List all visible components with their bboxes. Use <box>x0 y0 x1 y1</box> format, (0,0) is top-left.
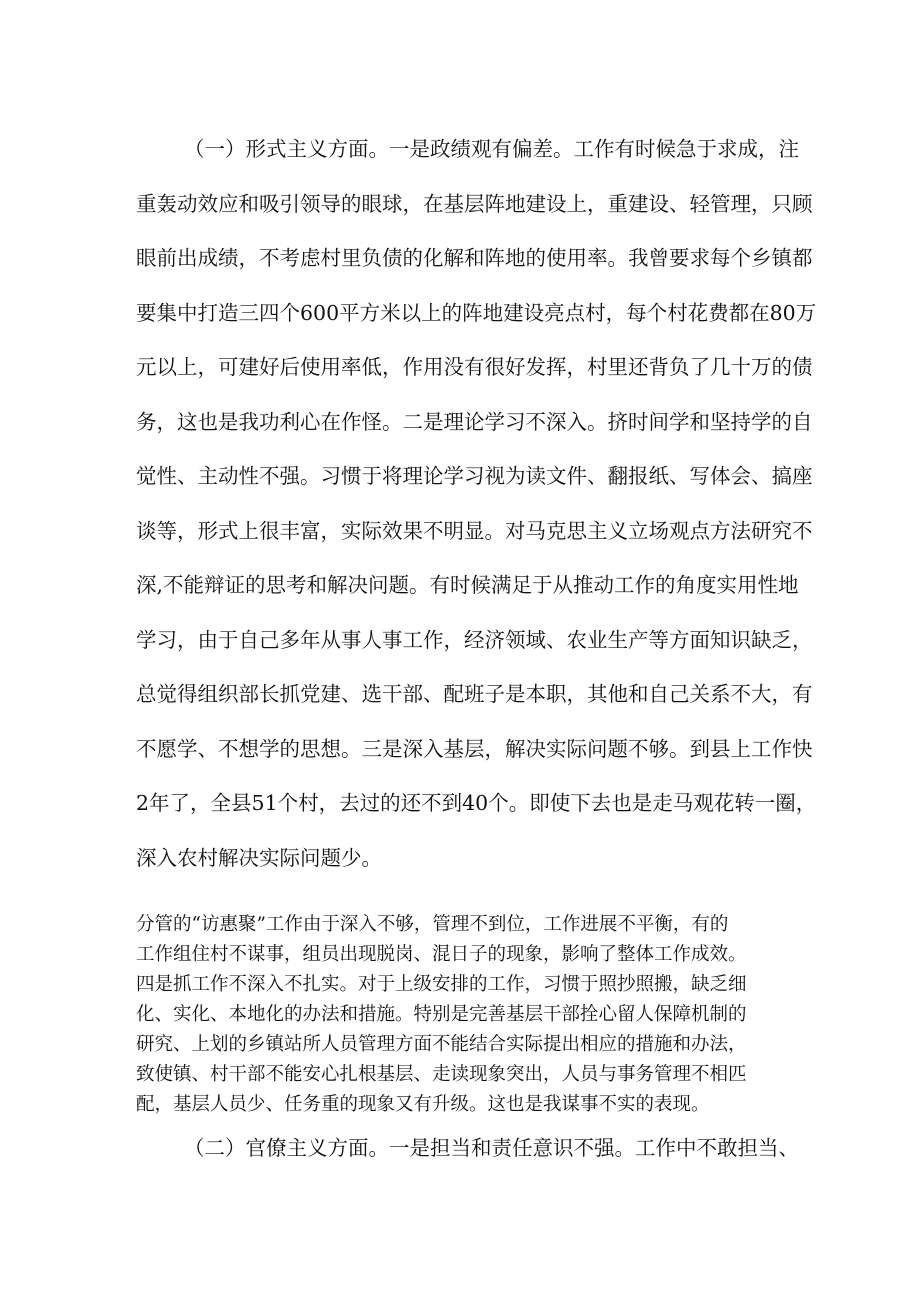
text-line: 务，这也是我功利心在作怪。二是理论学习不深入。挤时间学和坚持学的自 <box>136 409 813 434</box>
text-line: 四是抓工作不深入不扎实。对于上级安排的工作，习惯于照抄照搬，缺乏细 <box>136 974 747 995</box>
text-line: （二）官僚主义方面。一是担当和责任意识不强。工作中不敢担当、 <box>184 1136 799 1160</box>
text-line: 工作组住村不谋事，组员出现脱岗、混日子的现象，影响了整体工作成效。 <box>136 944 747 965</box>
paragraph-formalism <box>136 122 817 885</box>
text-line: 配，基层人员少、任务重的现象又有升级。这也是我谋事不实的表现。 <box>136 1094 710 1115</box>
text-line: 觉性、主动性不强。习惯于将理论学习视为读文件、翻报纸、写体会、搞座 <box>136 464 813 488</box>
paragraph-bureaucratism <box>136 1128 799 1168</box>
text-line: 谈等，形式上很丰富，实际效果不明显。对马克思主义立场观点方法研究不 <box>136 518 813 543</box>
text-line: 眼前出成绩，不考虑村里负债的化解和阵地的使用率。我曾要求每个乡镇都 <box>136 246 813 270</box>
text-line: 学习，由于自己多年从事人事工作，经济领域、农业生产等方面知识缺乏， <box>136 627 813 652</box>
text-line: 致使镇、村干部不能安心扎根基层、走读现象突出，人员与事务管理不相匹 <box>136 1064 747 1085</box>
text-line: 重轰动效应和吸引领导的眼球，在基层阵地建设上，重建设、轻管理，只顾 <box>136 191 813 216</box>
text-line: 深,不能辩证的思考和解决问题。有时候满足于从推动工作的角度实用性地 <box>136 573 799 597</box>
paragraph-fanghuiju <box>136 910 796 1120</box>
text-line: 不愿学、不想学的思想。三是深入基层，解决实际问题不够。到县上工作快 <box>136 736 813 761</box>
text-line: 研究、上划的乡镇站所人员管理方面不能结合实际提出相应的措施和办法， <box>136 1034 747 1055</box>
text-line: 元以上，可建好后使用率低，作用没有很好发挥，村里还背负了几十万的债 <box>136 355 813 379</box>
text-line: 深入农村解决实际问题少。 <box>136 845 382 870</box>
text-line: 化、实化、本地化的办法和措施。特别是完善基层干部拴心留人保障机制的 <box>136 1004 747 1025</box>
text-line: 要集中打造三四个600平方米以上的阵地建设亮点村，每个村花费都在80万 <box>136 300 817 325</box>
text-line: （一）形式主义方面。一是政绩观有偏差。工作有时候急于求成，注 <box>184 137 799 161</box>
text-line: 2年了，全县51个村，去过的还不到40个。即使下去也是走马观花转一圈， <box>136 791 817 815</box>
text-line: 分管的“访惠聚”工作由于深入不够，管理不到位，工作进展不平衡，有的 <box>136 914 729 935</box>
text-line: 总觉得组织部长抓党建、选干部、配班子是本职，其他和自己关系不大，有 <box>136 682 813 706</box>
